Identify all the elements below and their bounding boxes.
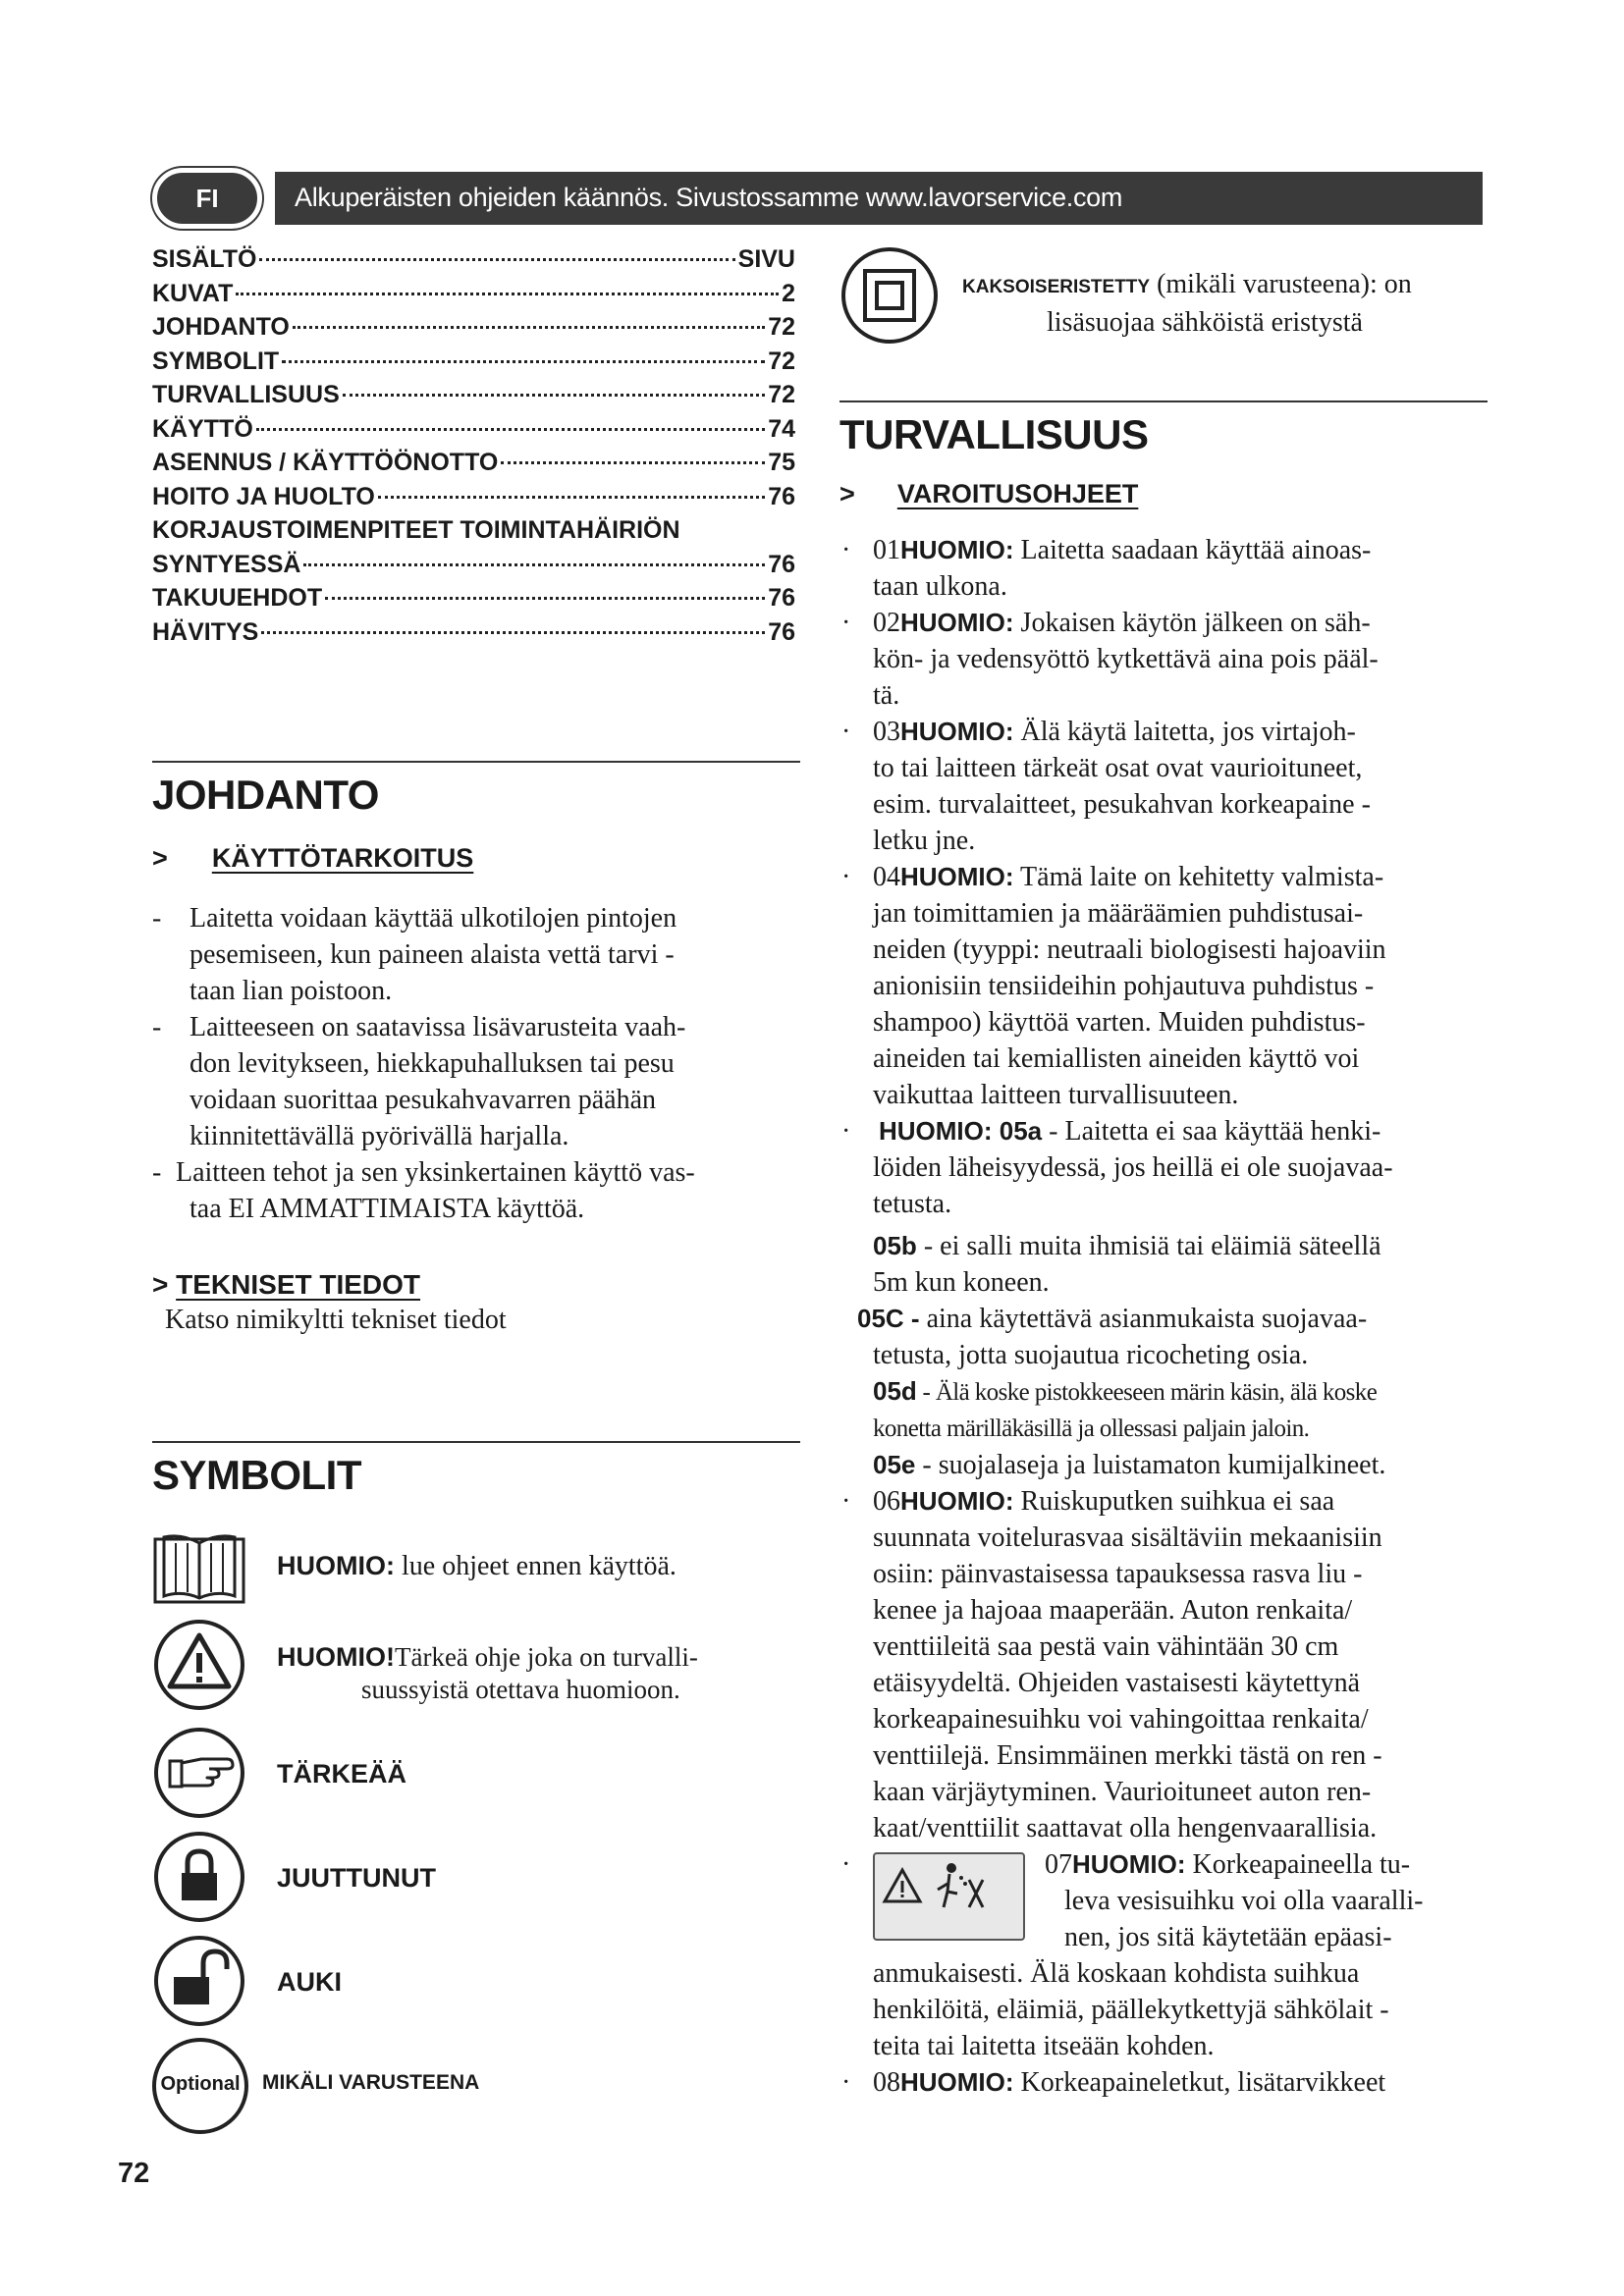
symbol-row-locked	[152, 1830, 800, 1924]
warning-line: venttiilejä. Ensimmäinen merkki tästä on ren -	[873, 1740, 1382, 1771]
warning-07	[839, 1846, 1488, 1955]
bullet-line: Laitteen tehot ja sen yksinkertainen käyttö vas-	[176, 1157, 695, 1188]
warning-line: anmukaisesti. Älä koskaan kohdista suihkua	[873, 1958, 1360, 1989]
toc-page: 76	[768, 584, 795, 612]
bullet-line: pesemiseen, kun paineen alaista vettä tarvi -	[189, 939, 675, 970]
toc-row	[152, 347, 795, 382]
tekniset-tiedot-text: Katso nimikyltti tekniset tiedot	[165, 1305, 507, 1335]
warning-number: 06	[873, 1486, 900, 1517]
warning-05e	[839, 1447, 1488, 1483]
toc-row	[152, 415, 795, 450]
warning-line: shampoo) käyttöä varten. Muiden puhdistus-	[873, 1007, 1366, 1038]
warning-bold: HUOMIO:	[1072, 1849, 1186, 1879]
toc-title: TURVALLISUUS	[152, 381, 340, 408]
header-text: Alkuperäisten ohjeiden käännös. Sivustossamme www.lavorservice.com	[295, 183, 1123, 212]
warning-item	[839, 605, 1488, 714]
pointing-hand-icon	[152, 1726, 246, 1820]
warning-line: kenee ja hajoaa maaperään. Auton renkaita/	[873, 1595, 1353, 1626]
warning-bold: 05C -	[857, 1304, 920, 1333]
warning-text: aina käytettävä asianmukaista suojavaa-	[919, 1304, 1368, 1334]
heading-arrow: >	[152, 843, 168, 873]
warning-05d	[839, 1373, 1488, 1447]
bullet-dot: ·	[841, 862, 851, 892]
toc-row	[152, 618, 795, 653]
bullet-line: Laitteeseen on saatavissa lisävarusteita vaah-	[189, 1012, 686, 1042]
turvallisuus-section	[839, 400, 1488, 2101]
bullet-dot: ·	[841, 2067, 851, 2098]
symbol-row-important	[152, 1726, 800, 1820]
symbol-label	[277, 1641, 787, 1706]
warning-number: 08	[873, 2067, 900, 2098]
warning-line: tetusta.	[873, 1189, 952, 1219]
warning-line: tä.	[873, 680, 900, 711]
double-insulation-text-2: lisäsuojaa sähköistä eristystä	[1047, 307, 1363, 338]
warning-05c	[839, 1301, 1488, 1373]
toc-row	[152, 313, 795, 347]
warning-text: Tämä laite on kehitetty valmista-	[1013, 862, 1384, 892]
warning-line: leva vesisuihku voi olla vaaralli-	[1064, 1886, 1424, 1916]
warning-line: tetusta, jotta suojautua ricocheting osia.	[873, 1340, 1309, 1370]
toc-page: 74	[768, 414, 795, 443]
toc-header	[152, 245, 795, 280]
toc-row	[152, 551, 795, 585]
symbol-bold: HUOMIO:	[277, 1551, 395, 1580]
toc-row	[152, 449, 795, 483]
bullet-mark: -	[152, 1012, 162, 1042]
symbol-label: MIKÄLI VARUSTEENA	[262, 2071, 480, 2094]
symbol-text: Tärkeä ohje joka on turvalli-	[394, 1642, 698, 1672]
warning-bold: 05e	[873, 1450, 916, 1479]
symbol-row-book	[152, 1529, 800, 1610]
bullet-line: kiinnitettävällä pyörivällä harjalla.	[189, 1121, 569, 1151]
lock-open-icon	[152, 1934, 246, 2028]
toc-title: HÄVITYS	[152, 617, 259, 646]
toc-title: KUVAT	[152, 279, 234, 307]
bullet-dot: ·	[841, 535, 851, 565]
warning-05a	[839, 1113, 1488, 1222]
heading-text: KÄYTTÖTARKOITUS	[211, 843, 474, 873]
warning-line: kaan värjäytyminen. Vaurioituneet auton ren-	[873, 1777, 1372, 1807]
lock-closed-icon	[152, 1830, 246, 1924]
warning-number: 07	[1045, 1849, 1072, 1880]
double-insulation-text-1: (mikäli varusteena): on	[1150, 269, 1412, 299]
warning-line: osiin: päinvastaisessa tapauksessa rasva liu -	[873, 1559, 1363, 1589]
toc-page: 72	[768, 347, 795, 375]
toc-page: 72	[768, 313, 795, 341]
johdanto-section	[152, 761, 800, 1338]
toc-leader	[261, 631, 765, 634]
symbol-row-warning	[152, 1618, 800, 1716]
toc-leader	[378, 496, 765, 499]
warning-first-line	[873, 714, 1488, 750]
warning-text: Laitetta saadaan käyttää ainoas-	[1013, 535, 1372, 565]
toc-title: HOITO JA HUOLTO	[152, 482, 375, 510]
double-insulation-bold: KAKSOISERISTETTY	[962, 277, 1151, 297]
warning-number: 01	[873, 535, 900, 565]
bullet-dot: ·	[841, 1486, 851, 1517]
warning-item	[839, 714, 1488, 859]
warning-bold: HUOMIO: 05a	[879, 1116, 1043, 1146]
warning-line: letku jne.	[873, 826, 976, 856]
toc-page: 76	[768, 482, 795, 510]
warning-first-line	[873, 605, 1488, 641]
bullet-dot: ·	[841, 1116, 851, 1147]
bullet-line: taan lian poistoon.	[189, 976, 393, 1006]
symbol-label: JUUTTUNUT	[277, 1863, 436, 1893]
warning-line: aineiden tai kemiallisten aineiden käyttö voi	[873, 1043, 1360, 1074]
language-badge	[152, 168, 262, 229]
double-insulation-text	[962, 267, 1492, 341]
toc-page: 76	[768, 550, 795, 578]
page-number: 72	[118, 2158, 150, 2189]
warning-bold: 05d	[873, 1376, 917, 1406]
warning-line: nen, jos sitä käytetään epäasi-	[1064, 1922, 1392, 1952]
bullet-line: don levitykseen, hiekkapuhalluksen tai pesu	[189, 1048, 675, 1079]
warning-bold: HUOMIO:	[900, 608, 1014, 637]
warning-first-line	[873, 859, 1488, 895]
book-icon	[152, 1529, 246, 1608]
language-code: FI	[195, 184, 219, 213]
toc-leader	[325, 597, 765, 600]
toc-title: KÄYTTÖ	[152, 414, 253, 443]
optional-icon	[152, 2038, 248, 2134]
warning-bold: HUOMIO:	[900, 2067, 1014, 2097]
warning-icon	[152, 1618, 246, 1712]
symbol-text-2: suussyistä otettava huomioon.	[361, 1675, 680, 1704]
johdanto-title: JOHDANTO	[152, 772, 379, 818]
warning-number: 02	[873, 608, 900, 638]
warning-line: venttiileitä saa pestä vain vähintään 30 cm	[873, 1631, 1339, 1662]
toc-title: ASENNUS / KÄYTTÖÖNOTTO	[152, 449, 499, 476]
toc-page: 75	[768, 449, 795, 476]
symbol-row-optional	[152, 2038, 800, 2136]
toc-header-page: SIVU	[737, 245, 795, 273]
warning-08	[839, 2064, 1488, 2101]
toc-leader	[236, 293, 779, 295]
toc-row	[152, 584, 795, 618]
toc-page: 2	[782, 279, 795, 307]
warning-line: henkilöitä, eläimiä, päällekytkettyjä sähkölait -	[873, 1995, 1389, 2025]
optional-icon-text: Optional	[160, 2073, 241, 2095]
warning-bold: HUOMIO:	[900, 717, 1014, 746]
section-rule	[839, 400, 1488, 402]
bullet-dot: ·	[841, 608, 851, 638]
kayttotarkoitus-heading	[152, 841, 800, 875]
jet-warning-icon	[875, 1854, 1023, 1939]
bullet-line: taa EI AMMATTIMAISTA käyttöä.	[189, 1194, 585, 1224]
warning-line: löiden läheisyydessä, jos heillä ei ole suojavaa-	[873, 1152, 1393, 1183]
warning-line: neiden (tyyppi: neutraali biologisesti hajoaviin	[873, 934, 1386, 965]
symbol-row-unlocked	[152, 1934, 800, 2028]
warning-line: vaikuttaa laitteen turvallisuuteen.	[873, 1080, 1239, 1110]
turvallisuus-title: TURVALLISUUS	[839, 411, 1149, 457]
warning-line: teita tai laitetta itseään kohden.	[873, 2031, 1215, 2061]
warning-line: anionisiin tensiideihin pohjautuva puhdistus -	[873, 971, 1375, 1001]
warning-05b	[839, 1228, 1488, 1301]
double-insulation-row	[839, 245, 1488, 363]
bullet-line: Laitetta voidaan käyttää ulkotilojen pintojen	[189, 903, 677, 934]
toc-row	[152, 483, 795, 517]
warning-line: to tai laitteen tärkeät osat ovat vaurioituneet,	[873, 753, 1363, 783]
toc-title: SYMBOLIT	[152, 347, 280, 375]
toc-page: 72	[768, 381, 795, 408]
toc-wrap-title: KORJAUSTOIMENPITEET TOIMINTAHÄIRIÖN	[152, 516, 680, 544]
toc-leader	[282, 360, 765, 363]
heading-text: VAROITUSOHJEET	[896, 479, 1139, 508]
warning-first-line	[873, 532, 1488, 568]
pressure-jet-warning-image	[873, 1852, 1025, 1941]
toc-row	[152, 381, 795, 415]
symbolit-section	[152, 1441, 800, 1500]
warning-text: - Älä koske pistokkeeseen märin käsin, älä koske	[916, 1379, 1378, 1406]
warning-text: - ei salli muita ihmisiä tai eläimiä säteellä	[916, 1231, 1381, 1261]
warning-bold: HUOMIO:	[900, 535, 1014, 564]
symbol-label: AUKI	[277, 1967, 342, 1997]
symbol-bold: HUOMIO!	[277, 1642, 395, 1672]
double-insulation-icon	[839, 245, 940, 346]
bullet-dot: ·	[841, 1849, 851, 1880]
warning-line: etäisyydeltä. Ohjeiden vastaisesti käytettynä	[873, 1668, 1361, 1698]
warning-line: konetta märilläkäsillä ja ollessasi paljain jaloin.	[873, 1415, 1310, 1442]
warning-line: 5m kun koneen.	[873, 1267, 1050, 1298]
warning-line: taan ulkona.	[873, 571, 1007, 602]
warning-text: - suojalaseja ja luistamaton kumijalkineet.	[915, 1450, 1386, 1480]
tekniset-tiedot-heading	[152, 1268, 800, 1302]
toc-title: TAKUUEHDOT	[152, 584, 323, 612]
toc-leader	[259, 258, 734, 261]
warning-07-continued	[839, 1955, 1488, 2064]
heading-text: TEKNISET TIEDOT	[176, 1269, 421, 1300]
warning-text: - Laitetta ei saa käyttää henki-	[1042, 1116, 1381, 1147]
varoitusohjeet-heading	[839, 477, 1488, 510]
symbol-label	[277, 1551, 677, 1582]
warning-line: esim. turvalaitteet, pesukahvan korkeapaine -	[873, 789, 1371, 820]
warning-text: Jokaisen käytön jälkeen on säh-	[1013, 608, 1371, 638]
johdanto-bullet	[152, 1154, 800, 1227]
warning-line: jan toimittamien ja määräämien puhdistusai-	[873, 898, 1364, 929]
warning-bold: 05b	[873, 1231, 917, 1260]
warning-bold: HUOMIO:	[900, 1486, 1014, 1516]
toc-leader	[343, 394, 765, 397]
toc-leader	[256, 428, 765, 431]
warning-line: korkeapainesuihku voi vahingoittaa renkaita/	[873, 1704, 1369, 1735]
warning-number: 03	[873, 717, 900, 747]
toc-row	[152, 280, 795, 314]
section-rule	[152, 1441, 800, 1443]
right-column	[839, 245, 1488, 2098]
table-of-contents	[152, 245, 795, 652]
toc-leader	[303, 563, 765, 566]
bullet-dot: ·	[841, 717, 851, 747]
warning-line: kaat/venttiilit saattavat olla hengenvaarallisia.	[873, 1813, 1378, 1843]
warning-text: Korkeapaineella tu-	[1185, 1849, 1411, 1880]
section-rule	[152, 761, 800, 763]
warning-item	[839, 532, 1488, 605]
warning-line: kön- ja vedensyöttö kytkettävä aina pois pääl-	[873, 644, 1379, 674]
warning-text: Korkeapaineletkut, lisätarvikkeet	[1013, 2067, 1386, 2098]
symbolit-title: SYMBOLIT	[152, 1452, 361, 1498]
bullet-line: voidaan suorittaa pesukahvavarren päähän	[189, 1085, 657, 1115]
bullet-mark: -	[152, 1157, 162, 1188]
johdanto-bullet	[152, 1009, 800, 1154]
toc-header-title: SISÄLTÖ	[152, 245, 257, 273]
warning-line: suunnata voitelurasvaa sisältäviin mekaanisiin	[873, 1522, 1382, 1553]
toc-title: SYNTYESSÄ	[152, 550, 301, 578]
toc-leader	[501, 461, 765, 464]
heading-arrow: >	[839, 479, 855, 508]
toc-title: JOHDANTO	[152, 313, 290, 341]
left-column	[118, 245, 800, 2189]
symbol-label: TÄRKEÄÄ	[277, 1759, 406, 1789]
toc-page: 76	[768, 617, 795, 646]
warning-item	[839, 859, 1488, 1113]
johdanto-bullet	[152, 900, 800, 1009]
warning-06	[839, 1483, 1488, 1846]
symbol-text: lue ohjeet ennen käyttöä.	[394, 1551, 677, 1581]
warning-text: Älä käytä laitetta, jos virtajoh-	[1013, 717, 1356, 747]
bullet-mark: -	[152, 903, 162, 934]
warning-number: 04	[873, 862, 900, 892]
warning-text: Ruiskuputken suihkua ei saa	[1013, 1486, 1335, 1517]
heading-arrow: >	[152, 1269, 169, 1300]
toc-leader	[293, 326, 765, 329]
warning-bold: HUOMIO:	[900, 862, 1014, 891]
